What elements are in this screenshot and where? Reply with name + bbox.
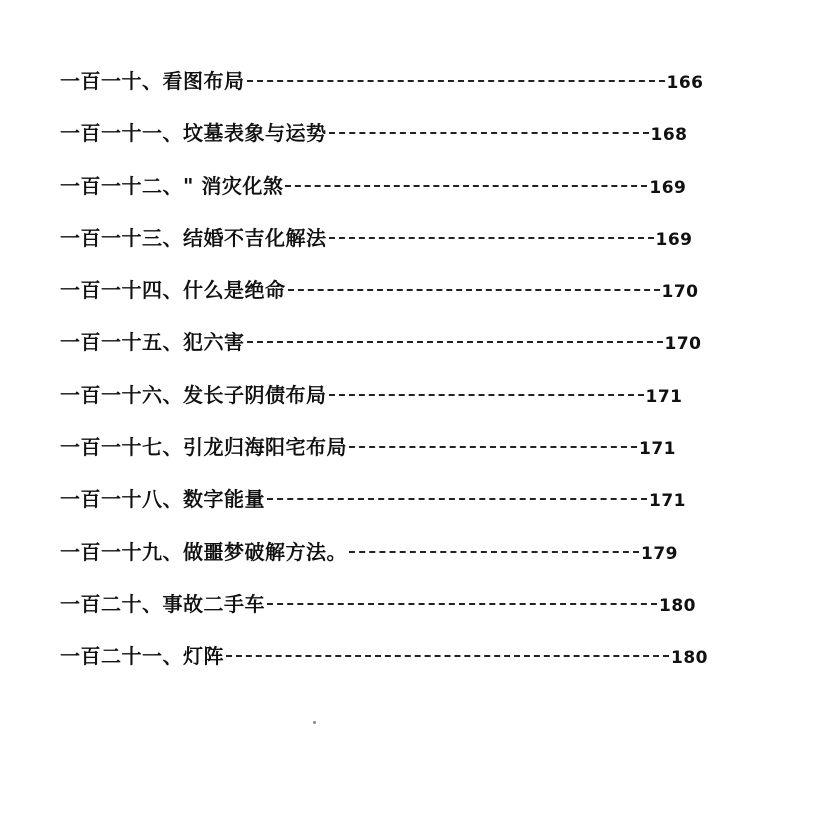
toc-entry [60,591,696,619]
toc-entry [60,434,676,462]
table-of-contents [60,60,760,688]
toc-row [60,217,760,269]
toc-row [60,374,760,426]
dotted-leader [247,80,665,82]
toc-row [60,165,760,217]
toc-title: 一百二十、事故二手车 [60,591,265,616]
dotted-leader [247,341,663,343]
toc-row [60,112,760,164]
toc-entry [60,68,704,96]
dotted-leader [285,185,647,187]
toc-title: 一百一十六、发长子阴债布局 [60,382,327,407]
toc-title: 一百一十八、数字能量 [60,487,265,512]
toc-page-number: 180 [659,595,696,616]
toc-entry [60,382,683,410]
dotted-leader [349,446,637,448]
dotted-leader [349,551,639,553]
toc-title: 一百二十一、灯阵 [60,644,224,669]
toc-title: 一百一十二、" 消灾化煞 [60,173,284,198]
toc-page-number: 171 [645,386,683,407]
toc-page-number: 166 [666,73,704,93]
toc-entry [60,277,699,305]
toc-page-number: 179 [641,543,678,564]
toc-entry [60,329,702,357]
toc-page-number: 171 [639,439,676,460]
toc-row [60,321,760,373]
dotted-leader [226,655,669,657]
toc-title: 一百一十九、做噩梦破解方法。 [60,539,347,564]
toc-page-number: 168 [650,125,688,146]
dotted-leader [329,394,644,396]
toc-title: 一百一十五、犯六害 [60,330,245,355]
scan-speck [313,721,316,724]
toc-title: 一百一十、看图布局 [60,69,245,93]
toc-title: 一百一十七、引龙归海阳宅布局 [60,435,347,460]
toc-row [60,269,760,321]
toc-row [60,478,760,530]
toc-title: 一百一十一、坟墓表象与运势 [60,121,327,146]
dotted-leader [288,289,660,291]
toc-page-number: 170 [664,334,702,355]
toc-entry [60,173,686,201]
toc-entry [60,486,686,514]
toc-row [60,426,760,478]
toc-entry [60,120,688,148]
toc-page-number: 170 [661,282,699,303]
dotted-leader [329,132,649,134]
toc-entry [60,225,693,253]
toc-row [60,583,760,635]
dotted-leader [267,603,657,605]
dotted-leader [267,498,647,500]
toc-title: 一百一十三、结婚不吉化解法 [60,225,327,250]
toc-row [60,531,760,583]
toc-entry [60,539,678,567]
dotted-leader [329,237,654,239]
toc-row [60,635,760,687]
toc-page-number: 169 [655,229,693,250]
toc-page-number: 169 [649,177,687,198]
toc-title: 一百一十四、什么是绝命 [60,278,286,303]
toc-row [60,60,760,112]
toc-page-number: 180 [671,648,708,669]
toc-page-number: 171 [649,491,686,512]
toc-entry [60,643,708,671]
